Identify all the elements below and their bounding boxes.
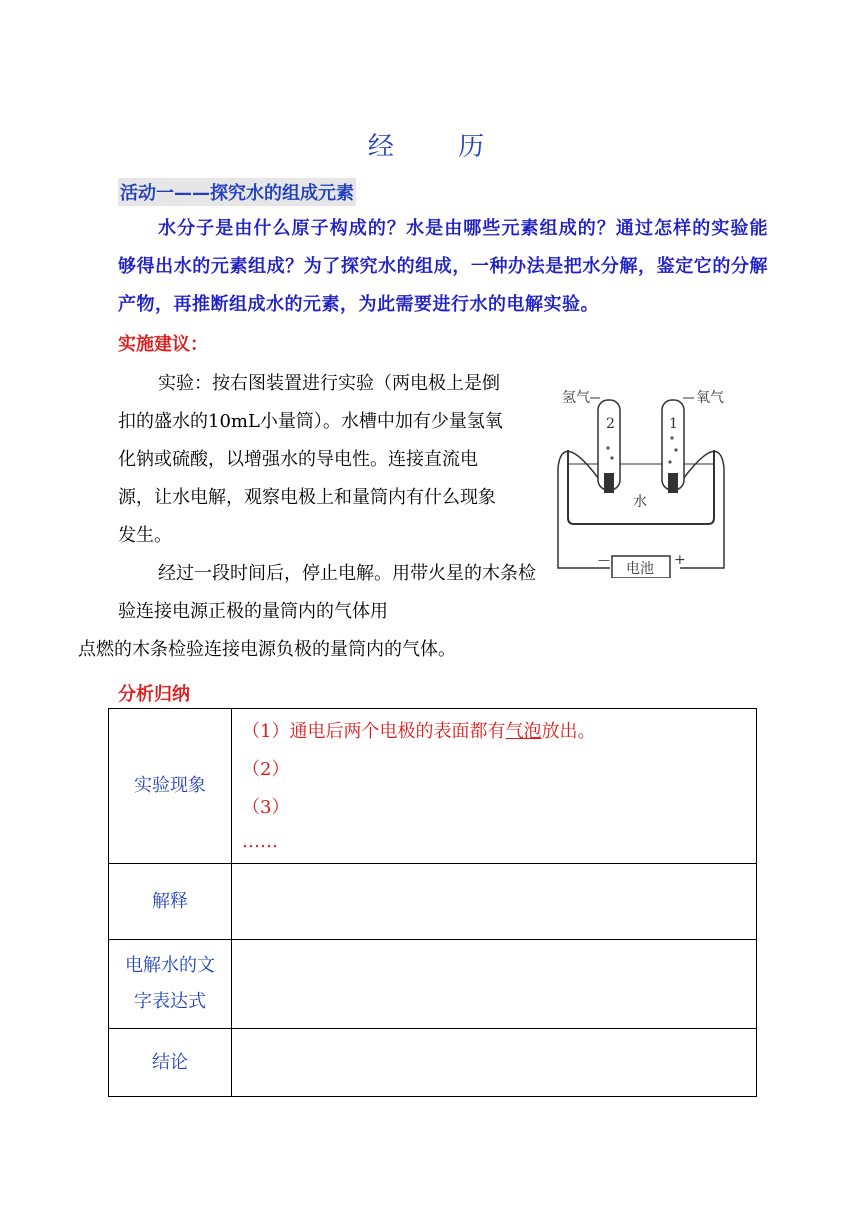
battery-label: 电池 (626, 561, 654, 577)
tube-left-number: 2 (606, 416, 615, 432)
table-row (109, 940, 757, 1029)
table-row (109, 709, 757, 864)
conclusion-cell[interactable] (232, 1029, 757, 1097)
oxygen-label: 氧气 (696, 390, 724, 406)
electrolysis-diagram (540, 378, 740, 578)
observation-3: （3） (242, 797, 290, 818)
table-row (109, 864, 757, 940)
minus-sign: — (598, 553, 610, 567)
procedure-text-last: 点燃的木条检验连接电源负极的量筒内的气体。 (78, 639, 456, 660)
equation-header-line2: 字表达式 (134, 991, 206, 1012)
tube-right-number: 1 (669, 416, 678, 432)
procedure-paragraph (78, 555, 538, 669)
observation-1-end: 放出。 (541, 721, 596, 742)
explanation-cell[interactable] (232, 864, 757, 940)
analysis-heading: 分析归纳 (118, 684, 190, 705)
observation-cell (232, 709, 757, 864)
experiment-paragraph: 实验：按右图装置进行实验（两电极上是倒扣的盛水的10mL小量筒）。水槽中加有少量氢氧化钠或硫酸，以增强水的导电性。连接直流电源，让水电解，观察电极上和量筒内有什么现象发生。 (118, 373, 503, 546)
procedure-text: 经过一段时间后，停止电解。用带火星的木条检验连接电源正极的量筒内的气体用 (118, 563, 536, 622)
equation-header (109, 940, 232, 1029)
observation-1-text: （1）通电后两个电极的表面都有 (242, 721, 506, 742)
intro-paragraph: 水分子是由什么原子构成的？水是由哪些元素组成的？通过怎样的实验能够得出水的元素组成？为了探究水的组成，一种办法是把水分解，鉴定它的分解产物，再推断组成水的元素，为此需要进行水的电解实验。 (118, 218, 768, 315)
equation-cell[interactable] (232, 940, 757, 1029)
activity-heading: 活动一——探究水的组成元素 (118, 178, 356, 206)
observation-1 (242, 713, 746, 751)
observation-1-answer: 气泡 (505, 721, 542, 742)
observation-2: （2） (242, 759, 290, 780)
table-row (109, 1029, 757, 1097)
observation-more: …… (242, 831, 278, 852)
suggestion-heading: 实施建议： (118, 334, 208, 355)
analysis-table (108, 708, 757, 1097)
explanation-header: 解释 (109, 864, 232, 940)
equation-header-line1: 电解水的文 (125, 955, 215, 976)
observation-header: 实验现象 (109, 709, 232, 864)
hydrogen-label: 氢气 (562, 390, 590, 406)
conclusion-header: 结论 (109, 1029, 232, 1097)
water-label: 水 (633, 494, 647, 510)
page-title: 经 历 (367, 132, 513, 162)
plus-sign: + (674, 552, 686, 568)
